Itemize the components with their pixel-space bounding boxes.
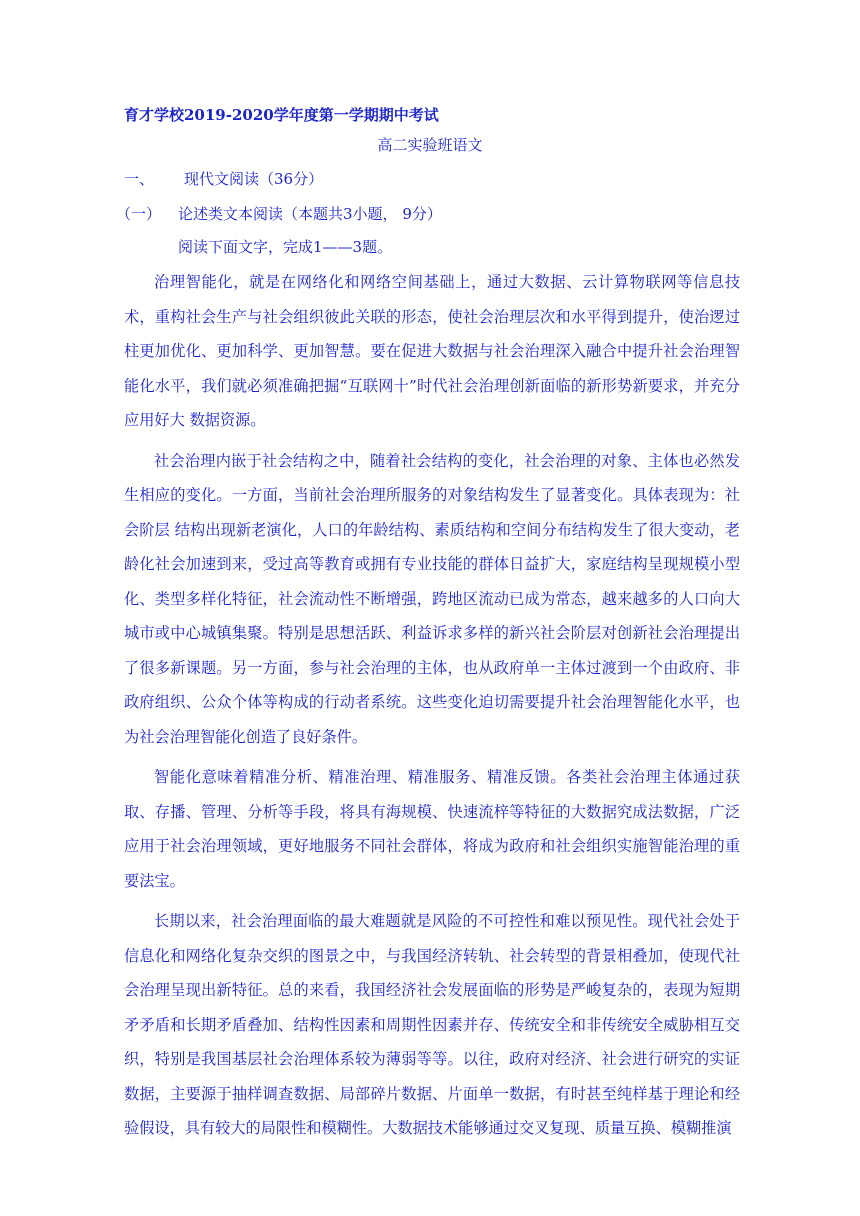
passage-paragraph: 社会治理内嵌于社会结构之中，随着社会结构的变化，社会治理的对象、主体也必然发生相应的变化。一方面，当前社会治理所服务的对象结构发生了显著变化。具体表现为：社会阶层 结构出现新老演化，人口的年龄结构、素质结构和空间分布结构发生了很大变动，老龄化社会加速到来，受过高等教育或拥有专业技能的群体日益扩大，家庭结构呈现规模小型化、类型多样化特征，社会流动性不断增强，跨地区流动已成为常态，越来越多的人口向大城市或中心城镇集聚。特别是思想活跃、利益诉求多样的新兴社会阶层对创新社会治理提出了很多新课题。另一方面，参与社会治理的主体，也从政府单一主体过渡到一个由政府、非政府组织、公众个体等构成的行动者系统。这些变化迫切需要提升社会治理智能化水平，也为社会治理智能化创造了良好条件。	[124, 451, 740, 746]
passage-paragraph: 长期以来，社会治理面临的最大难题就是风险的不可控性和难以预见性。现代社会处于信息化和网络化复杂交织的图景之中，与我国经济转轨、社会转型的背景相叠加，使现代社会治理呈现出新特征。总的来看，我国经济社会发展面临的形势是严峻复杂的，表现为短期矛矛盾和长期矛盾叠加、结构性因素和周期性因素并存、传统安全和非传统安全威胁相互交织，特别是我国基层社会治理体系较为薄弱等等。以往，政府对经济、社会进行研究的实证数据，主要源于抽样调查数据、局部碎片数据、片面单一数据，有时甚至纯样基于理论和经验假设，具有较大的局限性和模糊性。大数据技术能够通过交叉复现、质量互换、模糊推演	[124, 912, 740, 1137]
section-title: 现代文阅读（36分）	[184, 170, 324, 188]
reading-instruction: 阅读下面文字，完成1——3题。	[178, 238, 393, 256]
passage-paragraph: 治理智能化，就是在网络化和网络空间基础上，通过大数据、云计算物联网等信息技术，重构社会生产与社会组织彼此关联的形态，使社会治理层次和水平得到提升，使治逻过柱更加优化、更加科学、更加智慧。要在促进大数据与社会治理深入融合中提升社会治理智能化水平，我们就必须准确把掘“互联网十”时代社会治理创新面临的新形势新要求，并充分应用好大 数据资源。	[124, 273, 740, 429]
section-heading	[124, 168, 323, 189]
exam-subtitle: 高二实验班语文	[377, 136, 483, 154]
reading-passage	[124, 265, 740, 1152]
section-number: 一、	[124, 170, 155, 188]
subsection-number: （一）	[116, 205, 162, 223]
subsection-title: 论述类文本阅读（本题共3小题， 9分）	[178, 205, 442, 223]
school-exam-title: 育才学校2019-2020学年度第一学期期中考试	[124, 106, 439, 124]
subsection-heading	[116, 203, 442, 224]
passage-paragraph: 智能化意味着精准分析、精准治理、精准服务、精准反馈。各类社会治理主体通过获取、存播、管理、分析等手段，将具有海规模、快速流梓等特征的大数据究成法数据，广泛应用于社会治理领域，更好地服务不同社会群体，将成为政府和社会组织实施智能治理的重要法宝。	[124, 768, 740, 890]
